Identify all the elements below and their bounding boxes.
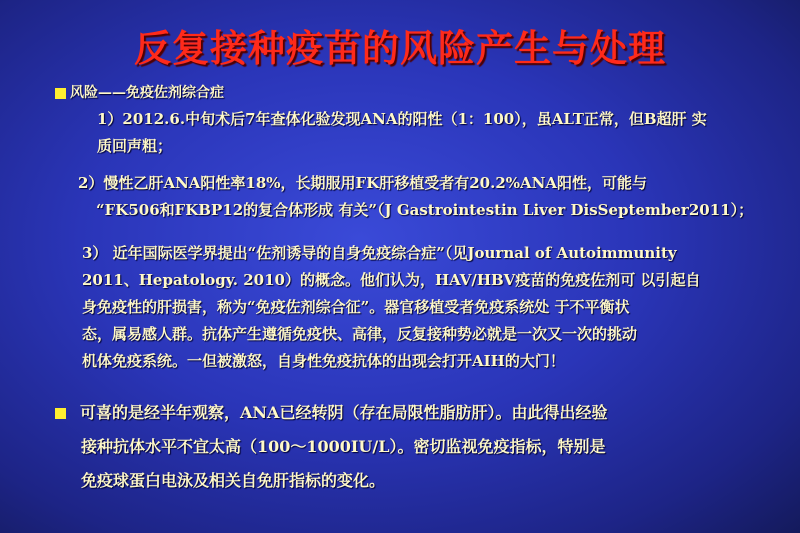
point-2-line-1: 2）慢性乙肝ANA阳性率18%，长期服用FK肝移植受者有20.2%ANA阳性，可能与	[78, 174, 648, 192]
bullet-square-icon	[55, 408, 66, 419]
point-3-line-1: 3） 近年国际医学界提出“佐剂诱导的自身免疫综合症”（见Journal of Autoimmunity	[82, 244, 677, 262]
bullet-square-icon	[55, 88, 66, 99]
point-3-line-5: 机体免疫系统。一但被激怒，自身性免疫抗体的出现会打开AIH的大门！	[82, 352, 565, 370]
conclusion	[55, 396, 607, 498]
conclusion-line-2: 接种抗体水平不宜太高（100～1000IU/L）。密切监视免疫指标，特别是	[81, 437, 606, 456]
conclusion-line-1	[55, 396, 607, 430]
conclusion-line-3: 免疫球蛋白电泳及相关自免肝指标的变化。	[81, 471, 386, 490]
point-3-line-4: 态，属易感人群。抗体产生遵循免疫快、高律，反复接种势必就是一次又一次的挑动	[82, 325, 638, 343]
slide-title: 反复接种疫苗的风险产生与处理	[134, 27, 666, 70]
point-1	[97, 106, 707, 160]
section-heading-text: 风险——免疫佐剂综合症	[70, 85, 224, 101]
point-2-line-2: “FK506和FKBP12的复合体形成 有关”（J Gastrointestin Liver DisSeptember2011）；	[96, 201, 754, 219]
point-1-line-1: 1）2012.6.中旬术后7年查体化验发现ANA的阳性（1：100），虽ALT正常，但B超肝 实	[97, 110, 707, 128]
point-1-line-2: 质回声粗；	[97, 137, 173, 155]
point-3-line-2: 2011、Hepatology. 2010）的概念。他们认为，HAV/HBV疫苗的免疫佐剂可 以引起自	[82, 271, 701, 289]
conclusion-line-1-text: 可喜的是经半年观察，ANA已经转阴（存在局限性脂肪肝）。由此得出经验	[80, 403, 608, 422]
point-2	[78, 170, 753, 224]
point-3-line-3: 身免疫性的肝损害，称为“免疫佐剂综合征”。器官移植受者免疫系统处 于不平衡状	[82, 298, 630, 316]
point-3	[82, 240, 701, 375]
section-heading	[55, 80, 224, 107]
